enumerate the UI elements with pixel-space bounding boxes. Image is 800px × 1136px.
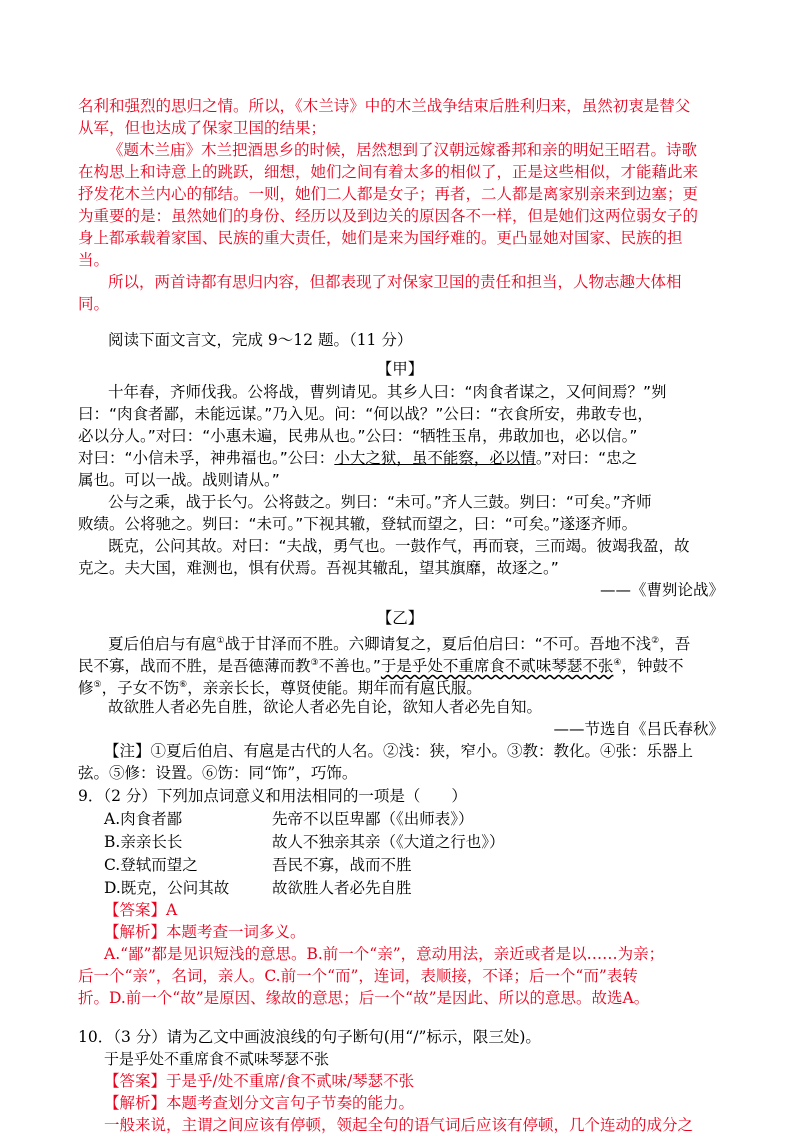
answer-text-line: 所以，两首诗都有思归内容，但都表现了对保家卫国的责任和担当，人物志趣大体相	[108, 273, 682, 291]
question-10-sentence: 于是乎处不重席食不贰味琴瑟不张	[104, 1050, 330, 1068]
passage-jia-line: 曰：“肉食者鄙，未能远谋。”乃入见。问：“何以战？”公曰：“衣食所安，弗敢专也，	[78, 405, 653, 423]
question-9-option-right: 故欲胜人者必先自胜	[272, 879, 412, 897]
passage-yi-note: 【注】①夏后伯启、有扈是古代的人名。②浅：狭，窄小。③教：教化。④张：乐器上	[104, 742, 694, 760]
question-10-analysis-line: 一般来说，主谓之间应该有停顿，领起全句的语气词后应该有停顿，几个连动的成分之	[104, 1116, 694, 1134]
passage-jia-line: 公与之乘，战于长勺。公将鼓之。刿曰：“未可。”齐人三鼓。刿曰：“可矣。”齐师	[108, 493, 652, 511]
question-9-stem: 9．（2 分）下列加点词意义和用法相同的一项是（ ）	[78, 787, 467, 805]
passage-yi-line: 故欲胜人者必先自胜，欲论人者必先自论，欲知人者必先自知。	[108, 698, 543, 716]
answer-text-line: 为重要的是：虽然她们的身份、经历以及到边关的原因各不一样，但是她们这两位弱女子的	[78, 207, 699, 225]
passage-jia-source: ——《曹刿论战》	[599, 581, 724, 599]
passage-jia-heading: 【甲】	[376, 360, 424, 378]
question-10-answer: 【答案】于是乎/处不重席/食不贰味/琴瑟不张	[104, 1072, 415, 1090]
question-9-option-right: 先帝不以臣卑鄙（《出师表》）	[272, 810, 474, 828]
question-9-analysis-line: A.“鄙”都是见识短浅的意思。B.前一个“亲”，意动用法，亲近或者是以……为亲；	[104, 945, 665, 963]
passage-jia-line: 必以分人。”对曰：“小惠未遍，民弗从也。”公曰：“牺牲玉帛，弗敢加也，必以信。”	[78, 427, 638, 445]
answer-text-line: 当。	[78, 251, 110, 269]
question-9-option-left: B.亲亲长长	[104, 833, 183, 851]
answer-text-line: 《题木兰庙》木兰把酒思乡的时候，居然想到了汉朝远嫁番邦和亲的明妃王昭君。诗歌	[108, 141, 698, 159]
passage-yi-source: ——节选自《吕氏春秋》	[553, 720, 724, 738]
passage-yi-line: 修⑤，子女不饬⑥，亲亲长长，尊贤使能。期年而有扈氏服。	[78, 679, 482, 698]
passage-jia-line: 对曰：“小信未孚，神弗福也。”公曰：小大之狱，虽不能察，必以情。”对曰：“忠之	[78, 449, 638, 467]
passage-jia-line: 十年春，齐师伐我。公将战，曹刿请见。其乡人曰：“肉食者谋之，又何间焉？”刿	[108, 383, 667, 401]
question-9-analysis-line: 折。D.前一个“故”是原因、缘故的意思；后一个“故”是因此、所以的意思。故选A。	[78, 989, 650, 1007]
answer-text-line: 同。	[78, 295, 110, 313]
passage-yi-line: 夏后伯启与有扈①战于甘泽而不胜。六卿请复之，夏后伯启曰：“不可。吾地不浅②，吾	[108, 635, 691, 654]
answer-text-line: 名利和强烈的思归之情。所以，《木兰诗》中的木兰战争结束后胜利归来，虽然初衷是替父	[78, 97, 691, 115]
question-10-stem: 10．（3 分）请为乙文中画波浪线的句子断句(用“/”标示，限三处)。	[78, 1028, 541, 1046]
passage-jia-line: 败绩。公将驰之。刿曰：“未可。”下视其辙，登轼而望之，曰：“可矣。”遂逐齐师。	[78, 515, 638, 533]
passage-jia-line: 克之。夫大国，难测也，惧有伏焉。吾视其辙乱，望其旗靡，故逐之。”	[78, 559, 559, 577]
question-9-answer: 【答案】A	[104, 901, 178, 919]
passage-yi-note: 弦。⑤修：设置。⑥饬：同“饰”，巧饰。	[78, 764, 358, 782]
question-9-option-left: D.既克，公问其故	[104, 879, 230, 897]
passage-jia-line: 既克，公问其故。对曰：“夫战，勇气也。一鼓作气，再而衰，三而竭。彼竭我盈，故	[108, 537, 690, 555]
question-9-analysis-title: 【解析】本题考查一词多义。	[104, 923, 306, 941]
passage-jia-line: 属也。可以一战。战则请从。”	[78, 471, 280, 489]
wavy-underlined-sentence: 于是乎处不重席食不贰味琴瑟不张	[380, 657, 614, 676]
question-9-option-right: 吾民不寡，战而不胜	[272, 856, 412, 874]
answer-text-line: 在构思上和诗意上的跳跃，细想，她们之间有着太多的相似了，正是这些相似，才能藉此来	[78, 163, 699, 181]
section-instruction: 阅读下面文言文，完成 9～12 题。（11 分）	[108, 331, 413, 349]
question-9-option-left: C.登轼而望之	[104, 856, 198, 874]
answer-text-line: 从军，但也达成了保家卫国的结果；	[78, 119, 327, 137]
passage-yi-line: 民不寡，战而不胜，是吾德薄而教③不善也。”于是乎处不重席食不贰味琴瑟不张④，钟鼓不	[78, 657, 684, 676]
question-9-option-right: 故人不独亲其亲（《大道之行也》）	[272, 833, 505, 851]
passage-yi-heading: 【乙】	[376, 609, 424, 627]
answer-text-line: 抒发花木兰内心的郁结。一则，她们二人都是女子；再者，二人都是离家别亲来到边塞；更	[78, 185, 699, 203]
question-9-option-left: A.肉食者鄙	[104, 810, 183, 828]
question-10-analysis-title: 【解析】本题考查划分文言句子节奏的能力。	[104, 1094, 415, 1112]
underlined-sentence: 小大之狱，虽不能察，必以情	[334, 449, 536, 467]
question-9-analysis-line: 后一个“亲”，名词，亲人。C.前一个“而”，连词，表顺接，不译；后一个“而”表转	[78, 967, 638, 985]
answer-text-line: 身上都承载着家国、民族的重大责任，她们是来为国纾难的。更凸显她对国家、民族的担	[78, 229, 683, 247]
